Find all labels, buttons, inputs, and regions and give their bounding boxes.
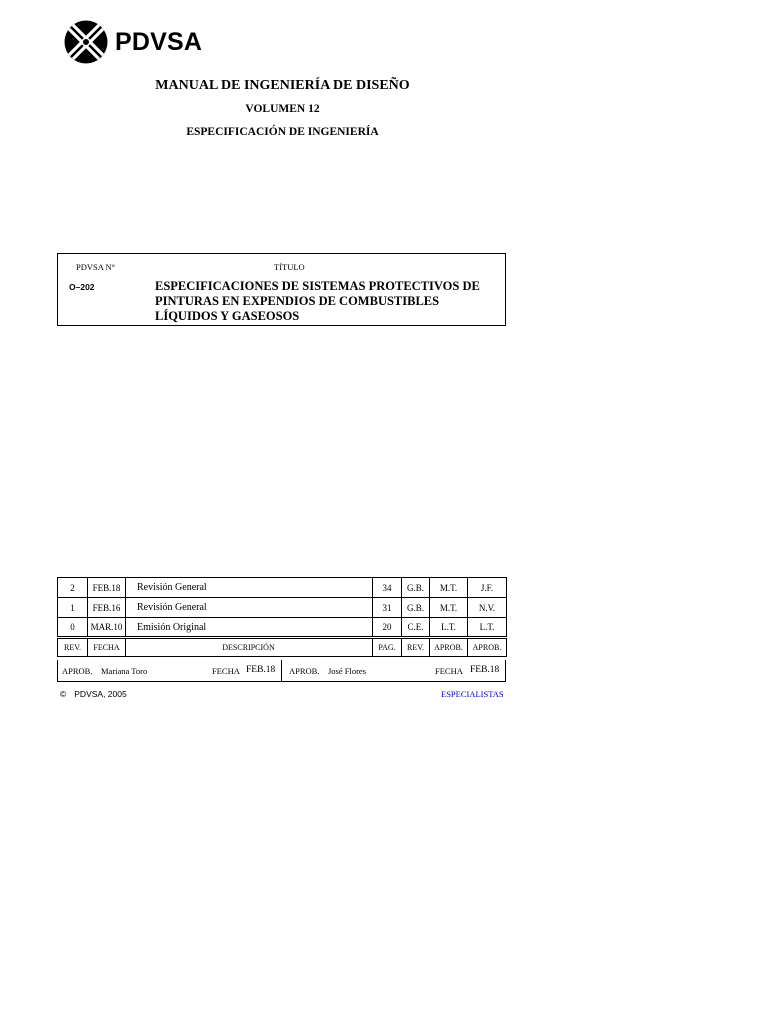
rev-pages: 20: [373, 618, 402, 638]
document-title: ESPECIFICACIONES DE SISTEMAS PROTECTIVOS DE PINTURAS EN EXPENDIOS DE COMBUSTIBLES LÍQUIDOS Y GASEOSOS: [155, 279, 480, 323]
especialistas-link[interactable]: ESPECIALISTAS: [441, 689, 504, 699]
rev-approver-1: M.T.: [430, 598, 468, 618]
pdvsa-logo: [64, 20, 202, 64]
rev-number: 0: [58, 618, 88, 638]
rev-pages: 34: [373, 578, 402, 598]
rev-description: Emisión Original: [126, 618, 373, 638]
manual-title: MANUAL DE INGENIERÍA DE DISEÑO: [155, 78, 410, 93]
rev-number: 1: [58, 598, 88, 618]
copyright-text: PDVSA, 2005: [74, 689, 127, 699]
number-label: PDVSA N°: [76, 262, 116, 272]
rev-approver-1: L.T.: [430, 618, 468, 638]
rev-description: Revisión General: [126, 598, 373, 618]
header-aprob-2: APROB.: [468, 638, 507, 657]
approval-date: FEB.18: [246, 665, 276, 675]
aprob-label: APROB.: [62, 666, 93, 676]
copyright-icon: ©: [60, 689, 67, 699]
aprob-label: APROB.: [289, 666, 320, 676]
rev-approver-2: L.T.: [468, 618, 507, 638]
title-label: TÍTULO: [274, 262, 305, 272]
approval-row: [57, 660, 506, 682]
rev-date: FEB.16: [88, 598, 126, 618]
header-fecha: FECHA: [88, 638, 126, 657]
rev-date: FEB.18: [88, 578, 126, 598]
rev-reviewer: G.B.: [402, 598, 430, 618]
document-title-box: [57, 253, 506, 326]
pdvsa-emblem-icon: [64, 20, 108, 64]
volume-title: VOLUMEN 12: [245, 103, 320, 115]
rev-reviewer: C.E.: [402, 618, 430, 638]
rev-description: Revisión General: [126, 578, 373, 598]
revision-row: [58, 598, 507, 618]
revision-row: [58, 578, 507, 598]
revision-row: [58, 618, 507, 638]
fecha-label: FECHA: [212, 666, 240, 676]
revision-table: [57, 577, 507, 657]
header-aprob-1: APROB.: [430, 638, 468, 657]
approval-divider: [281, 660, 282, 681]
fecha-label: FECHA: [435, 666, 463, 676]
rev-approver-2: J.F.: [468, 578, 507, 598]
rev-approver-2: N.V.: [468, 598, 507, 618]
rev-date: MAR.10: [88, 618, 126, 638]
rev-approver-1: M.T.: [430, 578, 468, 598]
document-code: O–202: [69, 282, 95, 292]
revision-header-row: [58, 638, 507, 657]
approver-name: José Flores: [328, 666, 367, 676]
copyright: [60, 689, 127, 699]
section-title: ESPECIFICACIÓN DE INGENIERÍA: [186, 126, 379, 138]
rev-reviewer: G.B.: [402, 578, 430, 598]
header-rev: REV.: [58, 638, 88, 657]
approver-name: Mariana Toro: [101, 666, 148, 676]
logo-text: PDVSA: [115, 27, 203, 56]
rev-pages: 31: [373, 598, 402, 618]
approval-date: FEB.18: [470, 665, 500, 675]
header-rev-by: REV.: [402, 638, 430, 657]
header-pag: PAG.: [373, 638, 402, 657]
header-descripcion: DESCRIPCIÓN: [126, 638, 373, 657]
rev-number: 2: [58, 578, 88, 598]
